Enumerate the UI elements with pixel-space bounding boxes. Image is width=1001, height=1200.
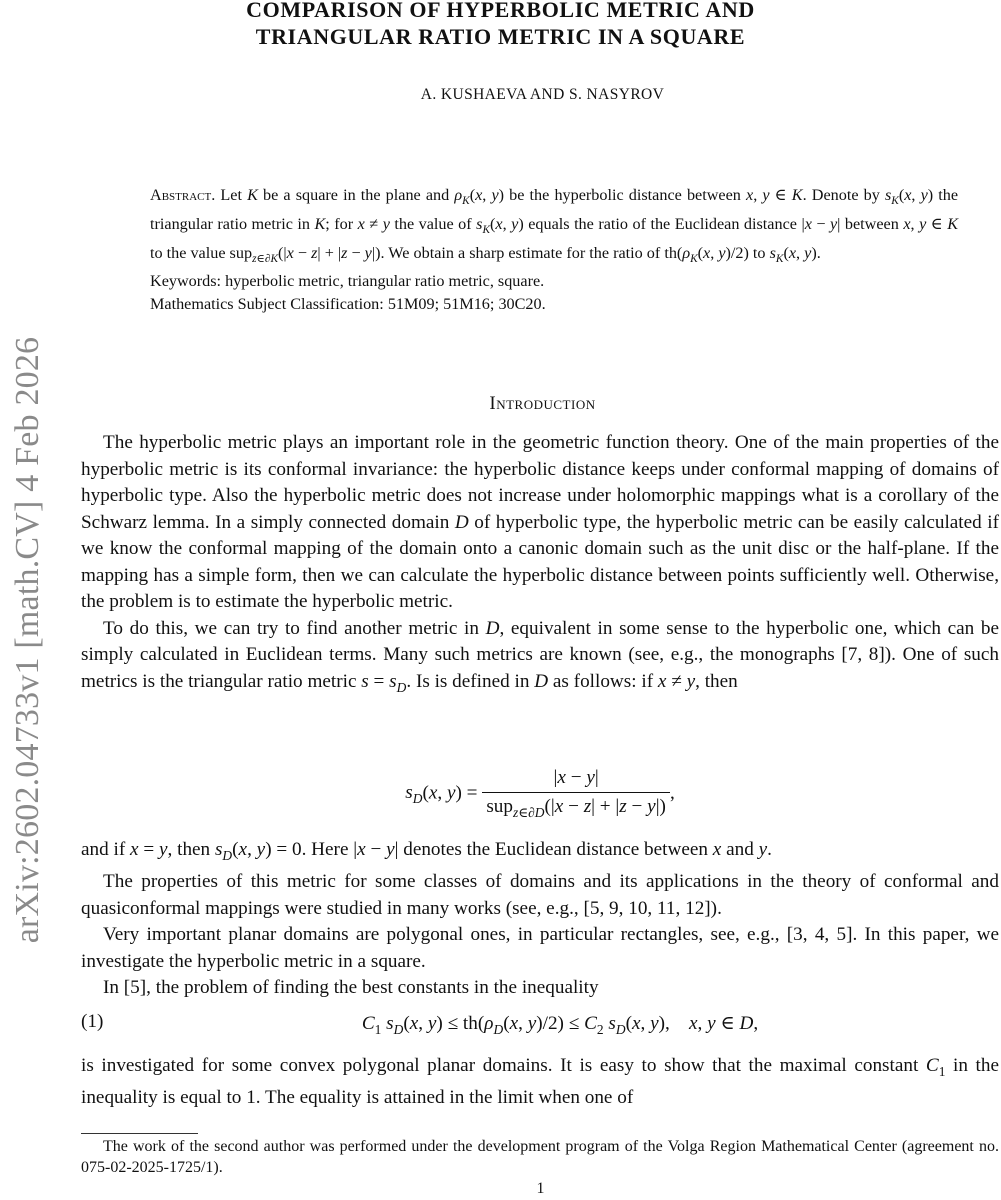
paragraph-7: is investigated for some convex polygonal planar domains. It is easy to show that the maximal constant $C_1$ in the inequality is equal to 1. The equality is attained in the limit when one of xyxy=(81,1055,999,1109)
paragraph-4: The properties of this metric for some classes of domains and its applications in the theory of conformal and quasiconformal mappings were studied in many works (see, e.g., [5, 9, 10, 11, 12]). xyxy=(81,871,999,919)
abstract-label: Abstract. xyxy=(150,186,216,204)
formula-lhs: $s_D(x$, y) = xyxy=(405,782,478,807)
footnote-text: The work of the second author was performed under the development program of the Volga Region Mathematical Center (agreement no. 075-02-2025-1725/1). xyxy=(81,1138,999,1176)
msc-classification: Mathematics Subject Classification: 51M09; 51M16; 30C20. xyxy=(150,295,546,314)
formula-denominator: sup$_{z\in\partial D}$(|x − z| + |z − y|) xyxy=(482,792,670,821)
formula-fraction xyxy=(482,767,670,821)
paragraph-6: In [5], the problem of finding the best constants in the inequality xyxy=(103,977,599,999)
paragraph-2: To do this, we can try to find another metric in D, equivalent in some sense to the hyperbolic one, which can be simply calculated in Euclidean terms. Many such metrics are known (see, e.g., the monographs [7, 8]). One of such metrics is the triangular ratio metric $s = s_D$. Is is defined in D as follows: if x ≠ y, then xyxy=(81,617,999,695)
formula-trailing: , xyxy=(669,782,675,804)
abstract-body xyxy=(150,184,958,270)
abstract-text: Let K be a square in the plane and $\rho_K(x$, y) be the hyperbolic distance between x, y ∈ K. Denote by $s_K(x$, y) the triangular ratio metric in K; for x ≠ y the value of $s_K(x$, y) equals the ratio of the Euclidean distance |x − y| between x, y ∈ K to the value sup$_{z\in\partial K}$(|x − z| + |z − y|). We obtain a sharp estimate for the ratio of $th(\rho_K(x$, y)/2) to $s_K(x$, y). xyxy=(150,186,959,265)
paper-title xyxy=(0,0,1001,50)
paragraph-1: The hyperbolic metric plays an important role in the geometric function theory. One of the main properties of the hyperbolic metric is its conformal invariance: the hyperbolic distance keeps under conformal mapping of domains of hyperbolic type. Also the hyperbolic metric does not increase under holomorphic mappings what is a corollary of the Schwarz lemma. In a simply connected domain D of hyperbolic type, the hyperbolic metric can be easily calculated if we know the conformal mapping of the domain onto a canonic domain such as the unit disc or the half-plane. If the mapping has a simple form, then we can calculate the hyperbolic distance between points sufficiently well. Otherwise, the problem is to estimate the hyperbolic metric. xyxy=(81,432,999,612)
intro-paragraphs-after xyxy=(81,837,999,1002)
title-line-1: COMPARISON OF HYPERBOLIC METRIC AND xyxy=(246,0,755,22)
keywords: Keywords: hyperbolic metric, triangular ratio metric, square. xyxy=(150,272,545,291)
final-paragraph xyxy=(81,1053,999,1112)
page-number: 1 xyxy=(536,1180,545,1197)
equation-number: (1) xyxy=(81,1011,104,1032)
footnote-divider xyxy=(81,1133,198,1134)
title-line-2: TRIANGULAR RATIO METRIC IN A SQUARE xyxy=(255,24,746,49)
footnote xyxy=(81,1136,999,1178)
abstract xyxy=(150,184,958,316)
equation-1 xyxy=(81,1011,999,1039)
section-title-introduction: Introduction xyxy=(489,393,596,414)
intro-paragraphs xyxy=(81,430,999,701)
formula-triangular-ratio xyxy=(81,767,999,821)
arxiv-stamp: arXiv:2602.04733v1 [math.CV] 4 Feb 2026 xyxy=(9,336,46,944)
formula-numerator: |x − y| xyxy=(553,767,599,788)
equation-body: $C_1$ $s_D(x$, $y) \le th(\rho_D(x$, $y)/2) \le C_2$ $s_D(x$, y), x, y ∈ D, xyxy=(361,1013,759,1037)
paragraph-5: Very important planar domains are polygonal ones, in particular rectangles, see, e.g., [3, 4, 5]. In this paper, we investigate the hyperbolic metric in a square. xyxy=(81,924,999,972)
authors: A. KUSHAEVA AND S. NASYROV xyxy=(420,86,665,103)
paragraph-3: and if x = y, then $s_D(x$, y) = 0. Here |x − y| denotes the Euclidean distance between x and y. xyxy=(81,839,772,863)
